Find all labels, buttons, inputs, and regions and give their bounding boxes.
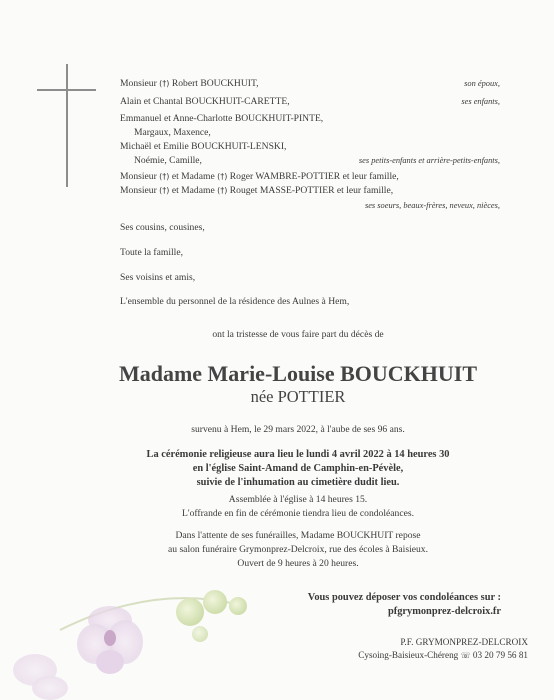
deceased-name: Madame Marie-Louise BOUCKHUIT: [118, 361, 478, 386]
family-line: Monsieur (†) et Madame (†) Roger WAMBRE-POTTIER et leur famille,: [120, 171, 399, 182]
relation-label: ses enfants,: [461, 97, 500, 106]
company-contact: Cysoing-Baisieux-Chéreng ☏ 03 20 79 56 81: [358, 650, 528, 660]
family-line: Margaux, Maxence,: [134, 127, 211, 138]
others-line: L'ensemble du personnel de la résidence des Aulnes à Hem,: [120, 296, 350, 307]
assembly-line: L'offrande en fin de cérémonie tiendra lieu de condoléances.: [182, 508, 414, 519]
intro-text: ont la tristesse de vous faire part du décès de: [212, 329, 384, 340]
death-details: survenu à Hem, le 29 mars 2022, à l'aube de ses 96 ans.: [191, 424, 405, 435]
condolences-link[interactable]: pfgrymonprez-delcroix.fr: [387, 606, 501, 617]
cross-icon-vertical: [66, 64, 68, 187]
ceremony-line: en l'église Saint-Amand de Camphin-en-Pévèle,: [192, 463, 404, 474]
relation-label: ses soeurs, beaux-frères, neveux, nièces,: [364, 201, 500, 210]
family-line: Alain et Chantal BOUCKHUIT-CARETTE, ses enfants,: [120, 96, 500, 107]
family-line: Emmanuel et Anne-Charlotte BOUCKHUIT-PINTE,: [120, 113, 324, 124]
cross-mark: (†): [159, 79, 170, 88]
family-line: Monsieur (†) et Madame (†) Rouget MASSE-POTTIER et leur famille,: [120, 185, 394, 196]
phone-number: 03 20 79 56 81: [472, 650, 528, 660]
condolences-text: Vous pouvez déposer vos condoléances sur :: [307, 592, 501, 603]
funeral-line: Ouvert de 9 heures à 20 heures.: [237, 558, 359, 569]
family-line: Michaël et Emilie BOUCKHUIT-LENSKI,: [120, 141, 287, 152]
family-line: Monsieur (†) Robert BOUCKHUIT, son époux,: [120, 78, 500, 89]
others-line: Ses cousins, cousines,: [120, 222, 205, 233]
assembly-line: Assemblée à l'église à 14 heures 15.: [228, 494, 368, 505]
ceremony-line: La cérémonie religieuse aura lieu le lundi 4 avril 2022 à 14 heures 30: [146, 449, 450, 460]
cross-icon-horizontal: [37, 89, 96, 91]
relation-label: ses petits-enfants et arrière-petits-enfants,: [358, 156, 500, 165]
funeral-company: P.F. GRYMONPREZ-DELCROIX: [400, 637, 528, 647]
others-line: Toute la famille,: [120, 247, 183, 258]
maiden-name: née POTTIER: [250, 387, 346, 406]
orchid-illustration: [0, 560, 300, 700]
family-line: Noémie, Camille, ses petits-enfants et arrière-petits-enfants,: [134, 155, 500, 166]
funeral-line: au salon funéraire Grymonprez-Delcroix, rue des écoles à Baisieux.: [168, 544, 428, 555]
others-line: Ses voisins et amis,: [120, 272, 196, 283]
phone-icon: ☏: [460, 651, 471, 660]
relation-label: son époux,: [464, 79, 500, 88]
ceremony-line: suivie de l'inhumation au cimetière dudit lieu.: [196, 477, 400, 488]
funeral-line: Dans l'attente de ses funérailles, Madame BOUCKHUIT repose: [175, 530, 421, 541]
